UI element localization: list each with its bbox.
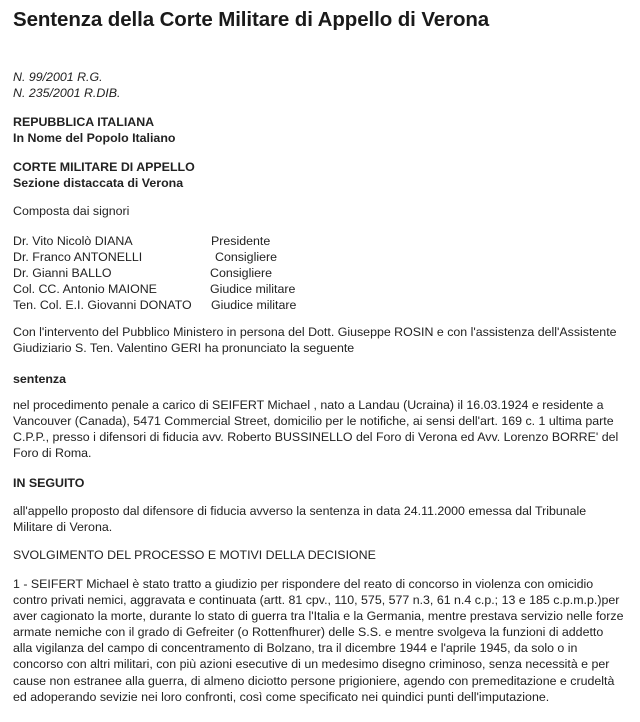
member-role: Giudice militare (210, 282, 296, 296)
composed-by-label: Composta dai signori (13, 204, 130, 218)
republic-subheading: In Nome del Popolo Italiano (13, 131, 176, 145)
intervention-paragraph: Con l'intervento del Pubblico Ministero in persona del Dott. Giuseppe ROSIN e con l'assistenza dell'Assistente Giudiziario S. Ten. Valentino GERI ha pronunciato la seguente (13, 325, 617, 356)
case-number-rdib: N. 235/2001 R.DIB. (13, 86, 121, 100)
proceedings-paragraph: nel procedimento penale a carico di SEIFERT Michael , nato a Landau (Ucraina) il 16.03.1924 e residente a Vancouver (Canada), 5471 Commercial Street, domicilio per le notifiche, ai sensi dell'art. 169 c. 1 ultima parte C.P.P., presso i difensori di fiducia avv. Roberto BUSSINELLO del Foro di Verona ed Avv. Lorenzo BORRE' del Foro di Roma. (13, 398, 619, 461)
section-heading: SVOLGIMENTO DEL PROCESSO E MOTIVI DELLA DECISIONE (13, 548, 376, 562)
sentence-label: sentenza (13, 372, 67, 386)
court-section: Sezione distaccata di Verona (13, 176, 184, 190)
page-title: Sentenza della Corte Militare di Appello di Verona (13, 8, 490, 31)
appeal-paragraph: all'appello proposto dal difensore di fiducia avverso la sentenza in data 24.11.2000 emessa dal Tribunale Militare di Verona. (13, 504, 587, 535)
court-heading: CORTE MILITARE DI APPELLO (13, 160, 195, 174)
member-name: Dr. Vito Nicolò DIANA (13, 234, 133, 248)
member-role: Consigliere (215, 250, 277, 264)
member-name: Dr. Franco ANTONELLI (13, 250, 143, 264)
republic-heading: REPUBBLICA ITALIANA (13, 115, 155, 129)
paragraph-1: 1 - SEIFERT Michael è stato tratto a giudizio per rispondere del reato di concorso in violenza con omicidio contro privati nemici, aggravata e continuata (artt. 81 cpv., 110, 575, 577 n.3, 61 n.4 c.p.; 13 e 185 c.p.m.p.)per aver cagionato la morte, durante lo stato di guerra tra l'Italia e la Germania, mentre prestava servizio nelle forze armate nemiche con il grado di Gefreiter (o Rottenfhurer) delle S.S. e mentre svolgeva la funzioni di addetto alla vigilanza del campo di concentramento di Bolzano, tra il dicembre 1944 e l'aprile 1945, da solo o in concorso con altri militari, con più azioni esecutive di un medesimo disegno criminoso, senza necessità e per cause non estranee alla guerra, di almeno diciotto persone prigioniere, agendo con premeditazione e crudeltà ed adoperando sevizie nei loro confronti, così come specificato nei quindici punti dell'imputazione. (13, 577, 624, 704)
member-role: Presidente (211, 234, 271, 248)
following-label: IN SEGUITO (13, 476, 85, 490)
case-number-rg: N. 99/2001 R.G. (13, 70, 103, 84)
member-name: Ten. Col. E.I. Giovanni DONATO (13, 298, 192, 312)
member-role: Consigliere (210, 266, 272, 280)
member-role: Giudice militare (211, 298, 297, 312)
member-name: Dr. Gianni BALLO (13, 266, 112, 280)
member-name: Col. CC. Antonio MAIONE (13, 282, 157, 296)
